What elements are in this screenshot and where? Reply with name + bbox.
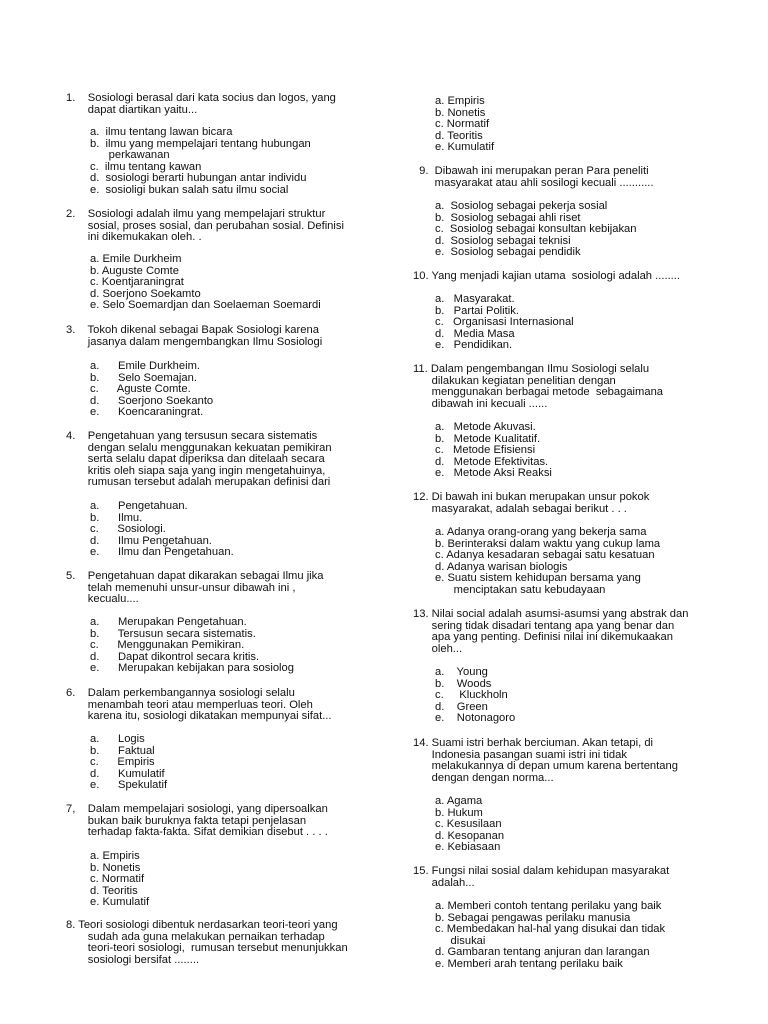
question-3-option: d. Soerjono Soekanto (90, 394, 214, 407)
question-2-option: e. Selo Soemardjan dan Soelaeman Soemardi (90, 299, 321, 312)
question-4-text-line: rumusan tersebut adalah merupakan definisi dari (66, 476, 331, 489)
question-14-option: a. Agama (435, 795, 483, 807)
question-12-option: a. Adanya orang-orang yang bekerja sama (435, 526, 647, 538)
question-14-text-line: melakukannya di depan umum karena bertentang (413, 760, 678, 773)
question-14-text-line: Indonesia pasangan suami istri ini tidak (413, 748, 627, 761)
question-11-option: e. Metode Aksi Reaksi (435, 467, 552, 480)
question-2-option: a. Emile Durkheim (90, 253, 182, 265)
question-9-text-line: masyarakat atau ahli sosilogi kecuali ........... (416, 176, 654, 189)
question-8-text-line: sosiologi bersifat ........ (66, 953, 200, 966)
question-12-text-line: 12. Di bawah ini bukan merupakan unsur pokok (413, 491, 650, 503)
question-6-option: c. Empiris (90, 756, 155, 769)
question-3-option: b. Selo Soemajan. (90, 371, 197, 384)
question-5-text-line: telah memenuhi unsur-unsur dibawah ini , (66, 581, 296, 594)
question-3-text-line: jasanya dalam mengembangkan Ilmu Sosiologi (66, 335, 323, 348)
question-11-text-line: dibawah ini kecuali ...... (413, 397, 548, 410)
question-9-option: b. Sosiolog sebagai ahli riset (435, 211, 581, 224)
question-1-text-line: 1. Sosiologi berasal dari kata socius dan logos, yang (66, 92, 336, 104)
question-13-option: c. Kluckholn (435, 689, 508, 702)
question-4-text-line: dengan selalu menggunakan kekuatan pemikiran (66, 441, 332, 454)
question-1-option: b. ilmu yang mempelajari tentang hubungan (90, 137, 311, 150)
question-13-option: e. Notonagoro (435, 712, 516, 725)
question-11-option: c. Metode Efisiensi (435, 444, 536, 457)
question-3-option: c. Aguste Comte. (90, 383, 191, 396)
question-15-text-line: 15. Fungsi nilai sosial dalam kehidupan masyarakat (413, 865, 670, 877)
question-10-option: e. Pendidikan. (435, 339, 513, 352)
question-9-text-line: 9. Dibawah ini merupakan peran Para peneliti (416, 165, 649, 177)
question-6-option: a. Logis (90, 733, 145, 745)
question-15-option: a. Memberi contoh tentang perilaku yang baik (435, 900, 662, 912)
question-4-text-line: serta selalu dapat diperiksa dan ditelaah secara (66, 453, 325, 466)
question-9-option: a. Sosiolog sebagai pekerja sosial (435, 200, 608, 212)
question-13-text-line: apa yang penting. Definisi nilai ini dikemukaakan (413, 631, 673, 644)
question-7-option: e. Kumulatif (90, 896, 150, 909)
question-13-text-line: oleh... (413, 642, 463, 655)
question-3-option: a. Emile Durkheim. (90, 360, 201, 372)
question-14-option: d. Kesopanan (435, 829, 505, 842)
question-4-text-line: 4. Pengetahuan yang tersusun secara sistematis (66, 430, 318, 442)
question-8-option: b. Nonetis (435, 106, 486, 119)
question-6-option: e. Spekulatif (90, 779, 168, 792)
question-8-option: e. Kumulatif (435, 141, 495, 154)
question-12-option: b. Berinteraksi dalam waktu yang cukup lama (435, 537, 661, 550)
question-11-option: b. Metode Kualitatif. (435, 432, 541, 445)
question-12-option: menciptakan satu kebudayaan (435, 584, 606, 596)
question-6-text-line: 6. Dalam perkembangannya sosiologi selalu (66, 687, 295, 699)
question-4-option: b. Ilmu. (90, 511, 143, 524)
question-7-option: b. Nonetis (90, 861, 141, 874)
question-10-option: a. Masyarakat. (435, 293, 515, 305)
question-4-option: e. Ilmu dan Pengetahuan. (90, 546, 234, 559)
question-7-option: d. Teoritis (90, 884, 138, 897)
question-1-option: perkawanan (90, 149, 170, 162)
question-10-option: c. Organisasi Internasional (435, 316, 574, 329)
question-2-text-line: ini dikemukakan oleh. . (66, 231, 202, 244)
question-9-option: d. Sosiolog sebagai teknisi (435, 234, 571, 247)
question-6-option: d. Kumulatif (90, 767, 165, 780)
question-5-option: d. Dapat dikontrol secara kritis. (90, 650, 260, 663)
question-13-option: a. Young (435, 666, 488, 678)
question-5-option: c. Menggunakan Pemikiran. (90, 639, 245, 652)
question-13-text-line: sering tidak disadari tentang apa yang benar dan (413, 619, 675, 632)
question-10-option: b. Partai Politik. (435, 304, 519, 317)
question-4-text-line: kritis oleh siapa saja yang ingin mengetahuinya, (66, 464, 326, 477)
question-1-option: c. ilmu tentang kawan (90, 160, 202, 173)
question-15-option: c. Membedakan hal-hal yang disukai dan tidak (435, 923, 666, 936)
question-8-text-line: 8. Teori sosiologi dibentuk nerdasarkan teori-teori yang (66, 919, 338, 931)
question-15-option: disukai (435, 934, 486, 947)
question-7-text-line: bukan baik buruknya fakta tetapi penjelasan (66, 814, 307, 827)
question-2-text-line: 2. Sosiologi adalah ilmu yang mempelajari struktur (66, 208, 326, 220)
question-15-option: b. Sebagai pengawas perilaku manusia (435, 911, 631, 924)
question-9-option: c. Sosiolog sebagai konsultan kebijakan (435, 223, 637, 236)
question-1-option: d. sosiologi berarti hubungan antar individu (90, 172, 307, 185)
question-12-option: d. Adanya warisan biologis (435, 560, 568, 573)
question-3-text-line: 3. Tokoh dikenal sebagai Bapak Sosiologi karena (66, 324, 319, 336)
question-14-text-line: dengan dengan norma... (413, 771, 554, 784)
question-8-option: a. Empiris (435, 95, 485, 107)
question-11-text-line: dilakukan kegiatan penelitian dengan (413, 374, 616, 387)
question-12-text-line: masyarakat, adalah sebagai berikut . . . (413, 502, 627, 515)
question-15-text-line: adalah... (413, 876, 475, 889)
question-14-option: e. Kebiasaan (435, 841, 501, 854)
question-2-text-line: sosial, proses sosial, dan perubahan sosial. Definisi (66, 219, 344, 232)
question-2-option: c. Koentjaraningrat (90, 276, 184, 289)
question-10-text-line: 10. Yang menjadi kajian utama sosiologi adalah ........ (413, 270, 681, 282)
question-5-option: e. Merupakan kebijakan para sosiolog (90, 662, 294, 675)
question-15-option: d. Gambaran tentang anjuran dan larangan (435, 946, 650, 959)
question-7-option: c. Normatif (90, 873, 145, 886)
question-11-option: d. Metode Efektivitas. (435, 455, 549, 468)
question-8-option: c. Normatif (435, 118, 490, 131)
question-7-option: a. Empiris (90, 850, 140, 862)
question-1-option: e. sosioligi bukan salah satu ilmu social (90, 184, 289, 196)
question-15-option: e. Memberi arah tentang perilaku baik (435, 958, 623, 970)
question-9-option: e. Sosiolog sebagai pendidik (435, 246, 581, 259)
question-6-option: b. Faktual (90, 744, 155, 757)
question-13-option: b. Woods (435, 677, 492, 690)
question-6-text-line: karena itu, sosiologi dikatakan mempunyai sifat... (66, 710, 332, 723)
question-13-option: d. Green (435, 700, 488, 713)
question-6-text-line: menambah teori atau memperluas teori. Oleh (66, 698, 313, 711)
question-5-option: b. Tersusun secara sistematis. (90, 627, 256, 640)
question-4-option: a. Pengetahuan. (90, 500, 188, 512)
question-2-option: d. Soerjono Soekamto (90, 287, 201, 300)
question-5-option: a. Merupakan Pengetahuan. (90, 616, 247, 628)
question-11-option: a. Metode Akuvasi. (435, 421, 536, 433)
question-13-text-line: 13. Nilai social adalah asumsi-asumsi yang abstrak dan (413, 608, 689, 620)
question-14-text-line: 14. Suami istri berhak berciuman. Akan tetapi, di (413, 737, 654, 749)
question-5-text-line: 5. Pengetahuan dapat dikarakan sebagai Ilmu jika (66, 570, 324, 582)
question-2-option: b. Auguste Comte (90, 264, 179, 277)
question-12-option: e. Suatu sistem kehidupan bersama yang (435, 572, 641, 585)
question-8-text-line: teori-teori sosiologi, rumusan tersebut menunjukkan (66, 942, 348, 955)
question-3-option: e. Koencaraningrat. (90, 406, 204, 419)
question-14-option: c. Kesusilaan (435, 818, 502, 831)
question-14-option: b. Hukum (435, 806, 483, 819)
question-7-text-line: terhadap fakta-fakta. Sifat demikian disebut . . . . (66, 826, 328, 839)
question-8-text-line: sudah ada guna melakukan pernaikan terhadap (66, 930, 325, 943)
question-5-text-line: kecualu.... (66, 593, 139, 606)
question-8-option: d. Teoritis (435, 129, 483, 142)
question-1-option: a. ilmu tentang lawan bicara (90, 126, 233, 138)
question-1-text-line: dapat diartikan yaitu... (66, 103, 198, 116)
question-11-text-line: menggunakan berbagai metode sebagaimana (413, 386, 664, 399)
question-7-text-line: 7, Dalam mempelajari sosiologi, yang dipersoalkan (66, 803, 328, 815)
question-4-option: c. Sosiologi. (90, 523, 166, 536)
question-4-option: d. Ilmu Pengetahuan. (90, 534, 212, 547)
question-12-option: c. Adanya kesadaran sebagai satu kesatuan (435, 549, 655, 562)
question-11-text-line: 11. Dalam pengembangan Ilmu Sosiologi selalu (413, 363, 650, 375)
question-10-option: d. Media Masa (435, 327, 515, 340)
